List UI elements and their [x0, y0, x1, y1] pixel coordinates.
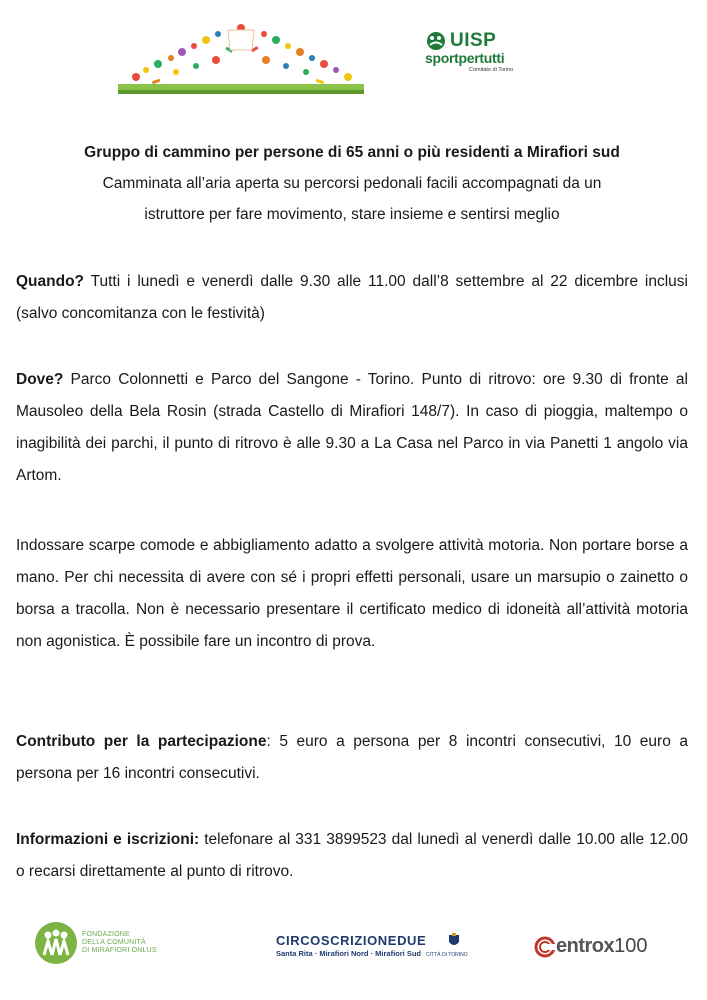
circo-subtitle: [276, 949, 468, 958]
centrox100-logo: [534, 935, 648, 958]
uisp-tagline: sportpertutti: [425, 50, 505, 66]
centro-number: 100: [614, 935, 648, 957]
centro-text: entrox: [556, 935, 615, 957]
fondazione-logo: [34, 921, 157, 965]
dove-text: Parco Colonnetti e Parco del Sangone - Torino. Punto di ritrovo: ore 9.30 di fronte al Mausoleo della Bela Rosin (strada Castello di Mirafiori 148/7). In caso di pioggia, maltempo o inagibilità dei parchi, il punto di ritrovo è alle 9.30 a La Casa nel Parco in via Panetti 1 angolo via Artom.: [16, 371, 688, 484]
flyer-subtitle: [16, 168, 688, 230]
circo-districts: Santa Rita · Mirafiori Nord · Mirafiori Sud: [276, 949, 422, 958]
uisp-logo: [425, 30, 535, 90]
quando-paragraph: [16, 266, 688, 330]
info-label: Informazioni e iscrizioni:: [16, 831, 200, 848]
circo-city: CITTÀ DI TORINO: [426, 952, 468, 958]
fondazione-emblem-icon: [34, 921, 78, 965]
circo-title: CIRCOSCRIZIONEDUE: [276, 933, 427, 948]
info-text: telefonare al 331 3899523 dal lunedì al venerdì dalle 10.00 alle 12.00 o recarsi direttamente al punto di ritrovo.: [16, 831, 689, 880]
quando-text: Tutti i lunedì e venerdì dalle 9.30 alle 11.00 dall’8 settembre al 22 dicembre inclusi (salvo concomitanza con le festività): [16, 273, 688, 322]
flyer-body: [16, 142, 689, 880]
contributo-text: : 5 euro a persona per 8 incontri consecutivi, 10 euro a persona per 16 incontri consecutivi.: [16, 733, 688, 782]
quando-label: Quando?: [16, 273, 85, 290]
contributo-label: Contributo per la partecipazione: [16, 733, 267, 750]
contributo-paragraph: [16, 726, 688, 790]
uisp-committee: Comitato di Torino: [469, 67, 514, 73]
circoscrizione-logo: [276, 933, 468, 958]
confetti-graphic-icon: [116, 22, 366, 96]
footer-logos: [0, 915, 707, 975]
torino-crest-icon: [448, 933, 460, 949]
header-logos: [0, 0, 707, 110]
uisp-emblem-icon: [425, 31, 447, 51]
info-paragraph: [16, 824, 688, 888]
dove-label: Dove?: [16, 371, 64, 388]
subtitle-line-2: istruttore per fare movimento, stare insieme e sentirsi meglio: [144, 206, 560, 223]
indossare-paragraph: Indossare scarpe comode e abbigliamento adatto a svolgere attività motoria. Non portare borse a mano. Per chi necessita di avere con sé i propri effetti personali, usare un marsupio o zainetto o borsa a tracolla. Non è necessario presentare il certificato medico di idoneità all’attività motoria non agonistica. È possibile fare un incontro di prova.: [16, 537, 688, 650]
subtitle-line-1: Camminata all’aria aperta su percorsi pedonali facili accompagnati da un: [102, 175, 602, 192]
centro-c-icon: [534, 936, 556, 958]
fondazione-line-3: DI MIRAFIORI ONLUS: [82, 947, 157, 954]
fondazione-line-2: DELLA COMUNITÀ: [82, 939, 146, 946]
flyer-title: Gruppo di cammino per persone di 65 anni o più residenti a Mirafiori sud: [84, 144, 620, 161]
insieme-anziani-logo: [116, 22, 366, 96]
uisp-name: UISP: [450, 30, 497, 51]
fondazione-line-1: FONDAZIONE: [82, 931, 130, 938]
dove-paragraph: [16, 364, 688, 492]
